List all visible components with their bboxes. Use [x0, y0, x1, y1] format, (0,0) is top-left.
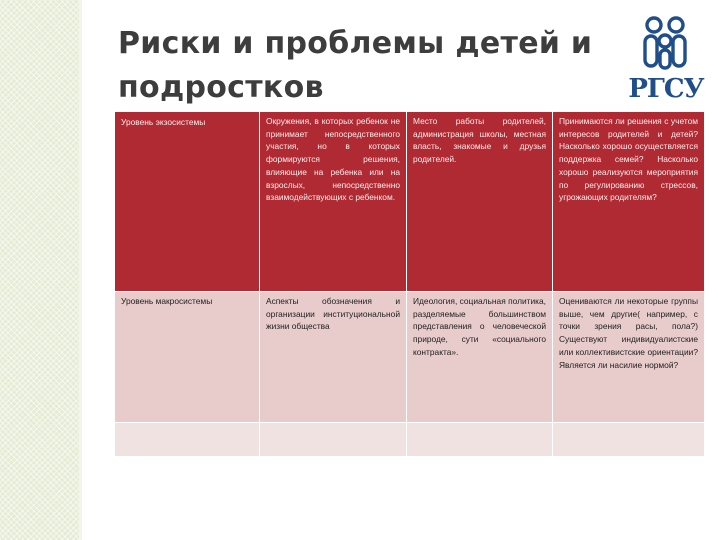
cell-level: Уровень макросистемы — [115, 292, 260, 423]
cell-examples — [407, 423, 553, 457]
slide-title: Риски и проблемы детей и подростков — [118, 26, 593, 105]
cell-definition: Аспекты обозначения и организации институциональной жизни общества — [260, 292, 407, 423]
cell-questions — [553, 423, 705, 457]
side-strip-edge — [79, 0, 82, 540]
cell-definition — [260, 423, 407, 457]
family-emblem-icon — [624, 14, 708, 74]
cell-examples: Место работы родителей, администрация школы, местная власть, знакомые и друзья родителей. — [407, 112, 553, 292]
university-logo — [624, 14, 708, 106]
cell-level — [115, 423, 260, 457]
cell-questions: Принимаются ли решения с учетом интересов родителей и детей? Насколько хорошо осуществляется поддержка семей? Насколько хорошо реализуются мероприятия по регулированию стрессов, угрожающих родителям? — [553, 112, 705, 292]
risk-table — [114, 111, 705, 457]
cell-definition: Окружения, в которых ребенок не принимает непосредственного участия, но в которых формируются решения, влияющие на ребенка или на взрослых, непосредственно взаимодействующих с ребенком. — [260, 112, 407, 292]
table-row-exosystem — [115, 112, 705, 292]
cell-level: Уровень экзосистемы — [115, 112, 260, 292]
cell-examples: Идеология, социальная политика, разделяемые большинством представления о человеческой природе, сути «социального контракта». — [407, 292, 553, 423]
table-row-macrosystem — [115, 292, 705, 423]
table-row-empty — [115, 423, 705, 457]
logo-wordmark: РГСУ — [628, 74, 704, 104]
cell-questions: Оцениваются ли некоторые группы выше, чем другие( например, с точки зрения расы, пола?) Существуют индивидуалистские или коллективистские ориентации? Является ли насилие нормой? — [553, 292, 705, 423]
decorative-side-strip — [0, 0, 79, 540]
